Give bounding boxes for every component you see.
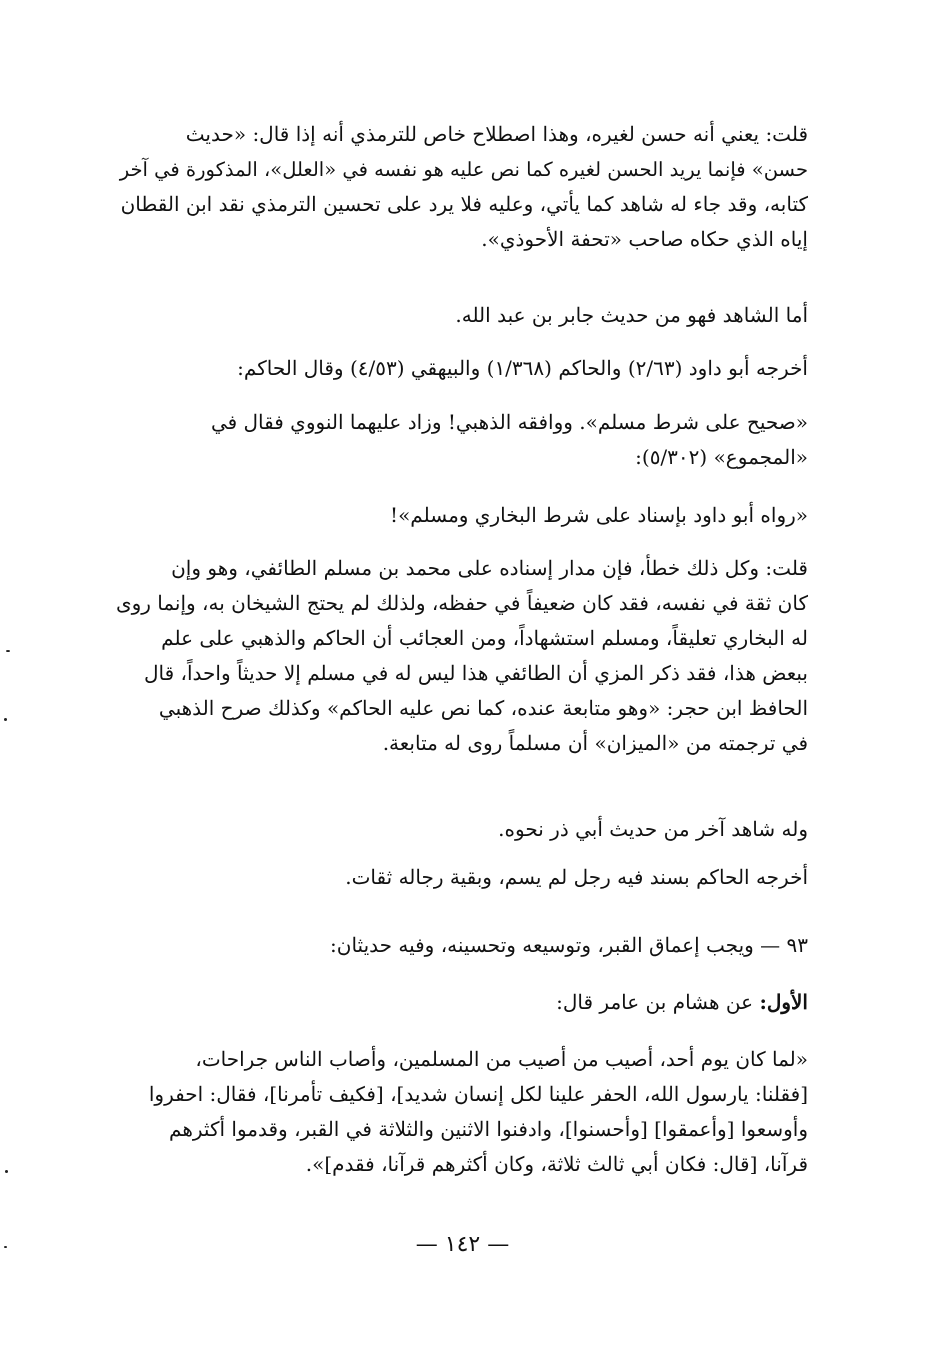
text-line: «رواه أبو داود بإسناد على شرط البخاري ومسلم»!	[390, 503, 808, 527]
text-line: قرآنا، [قال: فكان أبي ثالث ثلاثة، وكان أكثرهم قرآنا، فقدم]».	[305, 1152, 808, 1176]
text-line: كتابه، وقد جاء له شاهد كما يأتي، وعليه فلا يرد على تحسين الترمذي نقد ابن القطان	[120, 192, 808, 216]
text-line: له البخاري تعليقاً، ومسلم استشهاداً، ومن العجائب أن الحاكم والذهبي على علم	[161, 626, 808, 650]
text-line: ٩٣ — ويجب إعماق القبر، وتوسيعه وتحسينه، وفيه حديثان:	[330, 933, 808, 957]
paragraph-hadith-text	[108, 1042, 808, 1182]
text-line: ببعض هذا، فقد ذكر المزي أن الطائفي هذا ليس له في مسلم إلا حديثاً واحداً، قال	[143, 661, 808, 685]
first-label: الأول:	[759, 990, 808, 1014]
numbered-item-93	[108, 928, 808, 963]
text-line: في ترجمته من «الميزان» أن مسلماً روى له متابعة.	[382, 731, 808, 755]
text-line: قلت: وكل ذلك خطأ، فإن مدار إسناده على محمد بن مسلم الطائفي، وهو وإن	[171, 556, 808, 580]
page-number: — ١٤٢ —	[415, 1232, 510, 1257]
scan-speck	[5, 1170, 8, 1173]
text-line: أخرجه الحاكم بسند فيه رجل لم يسم، وبقية رجاله ثقات.	[345, 865, 808, 889]
paragraph-critique	[108, 551, 808, 761]
paragraph-witness-jabir	[108, 298, 808, 333]
paragraph-first-hadith-intro	[108, 985, 808, 1020]
paragraph-witness-abu-dharr	[108, 812, 808, 847]
text-line: «صحيح على شرط مسلم». ووافقه الذهبي! وزاد عليهما النووي فقال في	[210, 410, 808, 434]
text-line: إياه الذي حكاه صاحب «تحفة الأحوذي».	[481, 227, 808, 251]
text-line: «المجموع» (٥/٣٠٢):	[635, 445, 808, 469]
paragraph-hakim-sanad	[108, 860, 808, 895]
scan-speck	[4, 1246, 7, 1248]
text-line: «لما كان يوم أحد، أصيب من أصيب من المسلمين، وأصاب الناس جراحات،	[195, 1047, 808, 1071]
paragraph-nawawi-quote	[108, 498, 808, 533]
text-line: الحافظ ابن حجر: «وهو متابعة عنده، كما نص عليه الحاكم» وكذلك صرح الذهبي	[158, 696, 808, 720]
paragraph-tirmidhi-note	[108, 117, 808, 257]
text-line: قلت: يعني أنه حسن لغيره، وهذا اصطلاح خاص للترمذي أنه إذا قال: «حديث	[185, 122, 808, 146]
text-line: أما الشاهد فهو من حديث جابر بن عبد الله.	[455, 303, 808, 327]
paragraph-hakim-quote	[108, 405, 808, 475]
text-line: [فقلنا: يارسول الله، الحفر علينا لكل إنسان شديد]، [فكيف تأمرنا]، فقال: احفروا	[148, 1082, 808, 1106]
text-line: وأوسعوا [وأعمقوا] [وأحسنوا]، وادفنوا الاثنين والثلاثة في القبر، وقدموا أكثرهم	[169, 1117, 808, 1141]
text-line: حسن» فإنما يريد الحسن لغيره كما نص عليه هو نفسه في «العلل»، المذكورة في آخر	[119, 158, 808, 181]
text-line	[108, 985, 808, 1020]
scan-speck	[4, 718, 7, 721]
first-intro-text: عن هشام بن عامر قال:	[556, 990, 754, 1014]
paragraph-takhrij	[108, 351, 808, 386]
text-line: أخرجه أبو داود (٢/٦٣) والحاكم (١/٣٦٨) والبيهقي (٤/٥٣) وقال الحاكم:	[237, 356, 808, 380]
scan-speck	[6, 650, 10, 652]
text-line: وله شاهد آخر من حديث أبي ذر نحوه.	[498, 817, 808, 841]
text-line: كان ثقة في نفسه، فقد كان ضعيفاً في حفظه، ولذلك لم يحتج الشيخان به، وإنما روى	[115, 591, 808, 615]
